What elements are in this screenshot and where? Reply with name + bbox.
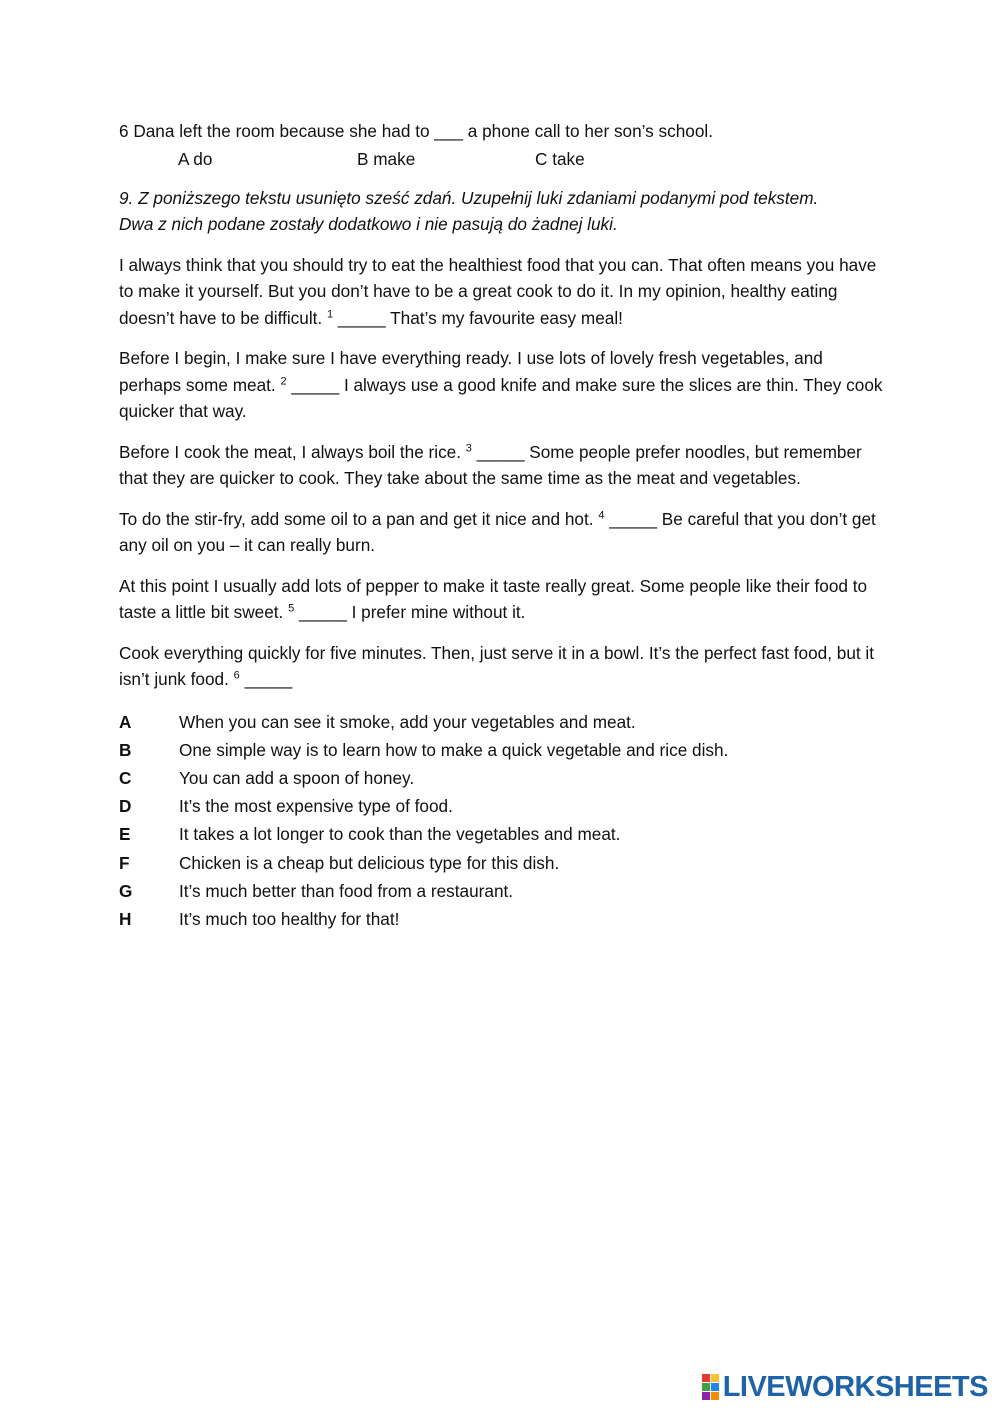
answer-letter: D	[119, 796, 132, 817]
answer-text: It’s much better than food from a restaurant.	[179, 880, 514, 901]
answer-option-b[interactable]	[119, 736, 889, 764]
answer-option-c[interactable]	[119, 764, 889, 792]
instructions	[119, 185, 889, 238]
gap-3-number: 3	[465, 441, 472, 454]
option-c[interactable]: C take	[535, 148, 585, 169]
logo-block	[711, 1374, 719, 1382]
answer-text: It takes a lot longer to cook than the vegetables and meat.	[179, 824, 621, 845]
answer-text: It’s the most expensive type of food.	[179, 796, 453, 817]
paragraph-3	[119, 439, 889, 492]
answer-option-f[interactable]	[119, 849, 889, 877]
gap-4-number: 4	[598, 508, 605, 521]
answer-option-a[interactable]	[119, 708, 889, 736]
answer-letter: H	[119, 908, 132, 929]
answer-text: When you can see it smoke, add your vegetables and meat.	[179, 711, 636, 732]
gap-4-blank[interactable]: _____	[609, 508, 658, 529]
question-6: 6 Dana left the room because she had to ___ a phone call to her son’s school.	[119, 121, 714, 141]
option-a[interactable]: A do	[178, 148, 213, 169]
instructions-line-1: 9. Z poniższego tekstu usunięto sześć zdań. Uzupełnij luki zdaniami podanymi pod tekstem.	[119, 187, 819, 208]
paragraph-4-text-a: To do the stir-fry, add some oil to a pan and get it nice and hot.	[119, 508, 594, 529]
answer-option-h[interactable]	[119, 905, 889, 933]
gap-6-number: 6	[233, 669, 240, 682]
answer-text: You can add a spoon of honey.	[179, 767, 415, 788]
paragraph-3-text-b: Some people prefer noodles, but remember that they are quicker to cook. They take about the same time as the meat and vegetables.	[119, 441, 862, 488]
gap-5-number: 5	[288, 602, 295, 615]
paragraph-6-text-a: Cook everything quickly for five minutes. Then, just serve it in a bowl. It’s the perfect fast food, but it isn’t junk food.	[119, 642, 875, 689]
answer-text: One simple way is to learn how to make a quick vegetable and rice dish.	[179, 739, 729, 760]
answer-option-d[interactable]	[119, 792, 889, 820]
answer-letter: A	[119, 711, 132, 732]
answer-letter: E	[119, 824, 131, 845]
paragraph-1	[119, 252, 889, 332]
paragraph-1-text-b: That’s my favourite easy meal!	[390, 307, 623, 328]
liveworksheets-logo	[702, 1372, 988, 1402]
instructions-line-2: Dwa z nich podane zostały dodatkowo i nie pasują do żadnej luki.	[119, 214, 618, 234]
paragraph-2-text-a: Before I begin, I make sure I have everything ready. I use lots of lovely fresh vegetables, and perhaps some meat.	[119, 348, 823, 395]
gap-1-number: 1	[327, 307, 334, 320]
answer-text: Chicken is a cheap but delicious type for this dish.	[179, 852, 560, 873]
answer-letter: B	[119, 739, 132, 760]
paragraph-2-text-b: I always use a good knife and make sure the slices are thin. They cook quicker that way.	[119, 374, 883, 421]
paragraph-4-text-b: Be careful that you don’t get any oil on you – it can really burn.	[119, 508, 876, 555]
paragraph-5-text-b: I prefer mine without it.	[351, 602, 526, 622]
gap-6-blank[interactable]: _____	[244, 669, 293, 689]
paragraph-5-text-a: At this point I usually add lots of pepper to make it taste really great. Some people like their food to taste a little bit sweet.	[119, 575, 868, 622]
logo-block	[711, 1383, 719, 1391]
paragraph-1-text-a: I always think that you should try to eat the healthiest food that you can. That often means you have to make it yourself. But you don’t have to be a great cook to do it. In my opinion, healthy eating doesn’t have to be difficult.	[119, 254, 877, 328]
answer-option-g[interactable]	[119, 877, 889, 905]
paragraph-5	[119, 573, 889, 626]
option-b[interactable]: B make	[357, 148, 416, 169]
answer-option-e[interactable]	[119, 820, 889, 848]
gap-5-blank[interactable]: _____	[299, 602, 347, 622]
question-6-options	[119, 146, 889, 174]
gap-1-blank[interactable]: _____	[337, 307, 386, 328]
worksheet-page	[119, 118, 889, 933]
logo-block	[702, 1374, 710, 1382]
paragraph-6	[119, 640, 889, 693]
answer-letter: C	[119, 767, 132, 788]
logo-block	[711, 1392, 719, 1400]
logo-blocks-icon	[702, 1374, 719, 1400]
gap-2-blank[interactable]: _____	[291, 374, 340, 395]
answer-text: It’s much too healthy for that!	[179, 908, 400, 929]
answer-letter: F	[119, 852, 130, 873]
paragraph-3-text-a: Before I cook the meat, I always boil the rice.	[119, 441, 462, 462]
logo-wordmark: LIVEWORKSHEETS	[722, 1370, 988, 1403]
logo-block	[702, 1383, 710, 1391]
gap-2-number: 2	[280, 374, 287, 387]
logo-block	[702, 1392, 710, 1400]
answer-options-list	[119, 708, 889, 934]
gap-3-blank[interactable]: _____	[476, 441, 525, 462]
paragraph-2	[119, 345, 889, 425]
paragraph-4	[119, 506, 889, 559]
answer-letter: G	[119, 880, 133, 901]
